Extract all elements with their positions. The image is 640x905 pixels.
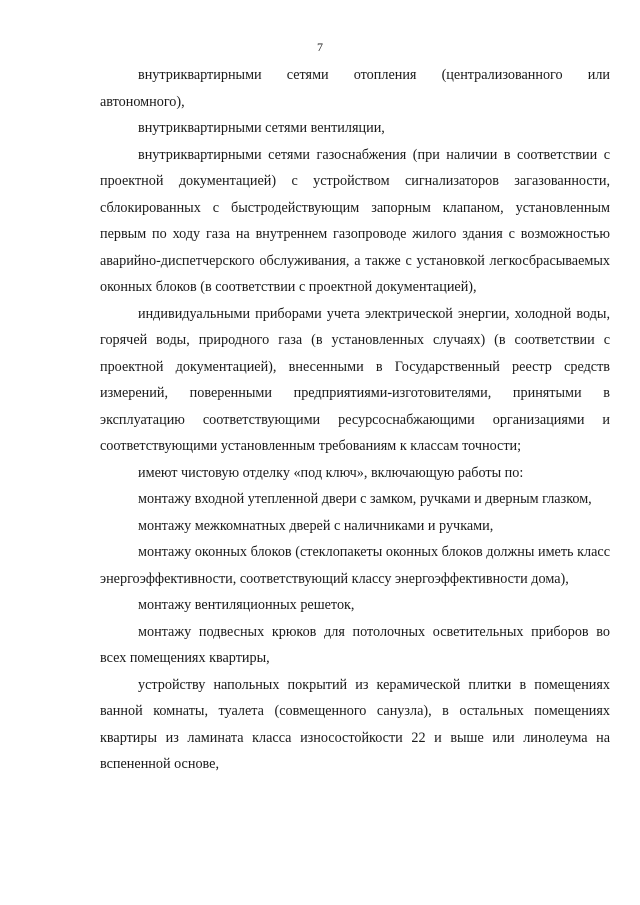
paragraph-turnkey-finishing: имеют чистовую отделку «под ключ», включающую работы по:: [138, 464, 524, 481]
paragraph-ventilation-networks: внутриквартирными сетями вентиляции,: [138, 120, 385, 136]
paragraph-interior-doors: монтажу межкомнатных дверей с наличниками и ручками,: [138, 517, 494, 534]
paragraph-window-blocks: монтажу оконных блоков (стеклопакеты оконных блоков должны иметь класс энергоэффективности, соответствующий классу энергоэффективности дома),: [100, 544, 610, 587]
paragraph-entrance-door: монтажу входной утепленной двери с замком, ручками и дверным глазком,: [138, 491, 592, 507]
page-number: 7: [317, 40, 323, 54]
paragraph-heating-networks: внутриквартирными сетями отопления (централизованного или автономного),: [100, 67, 610, 110]
paragraph-metering-devices: индивидуальными приборами учета электрической энергии, холодной воды, горячей воды, природного газа (в установленных случаях) (в соответствии с проектной документацией), внесенными в Государственный реестр средств измерений, поверенными предприятиями-изготовителями, принятыми в эксплуатацию соответствующими ресурсоснабжающими организациями и соответствующими установленным требованиям к классам точности;: [100, 305, 610, 454]
document-body: [100, 62, 610, 778]
paragraph-floor-coverings: устройству напольных покрытий из керамической плитки в помещениях ванной комнаты, туалета (совмещенного санузла), в остальных помещениях квартиры из ламината класса износостойкости 22 и выше или линолеума на вспененной основе,: [100, 676, 610, 772]
paragraph-gas-networks: внутриквартирными сетями газоснабжения (при наличии в соответствии с проектной документацией) с устройством сигнализаторов загазованности, сблокированных с быстродействующим запорным клапаном, установленным первым по ходу газа на внутреннем газопроводе жилого здания с возможностью аварийно-диспетчерского обслуживания, а также с установкой легкосбрасываемых оконных блоков (в соответствии с проектной документацией),: [100, 146, 610, 295]
paragraph-ceiling-hooks: монтажу подвесных крюков для потолочных осветительных приборов во всех помещениях квартиры,: [100, 623, 610, 666]
paragraph-ventilation-grilles: монтажу вентиляционных решеток,: [138, 597, 355, 613]
